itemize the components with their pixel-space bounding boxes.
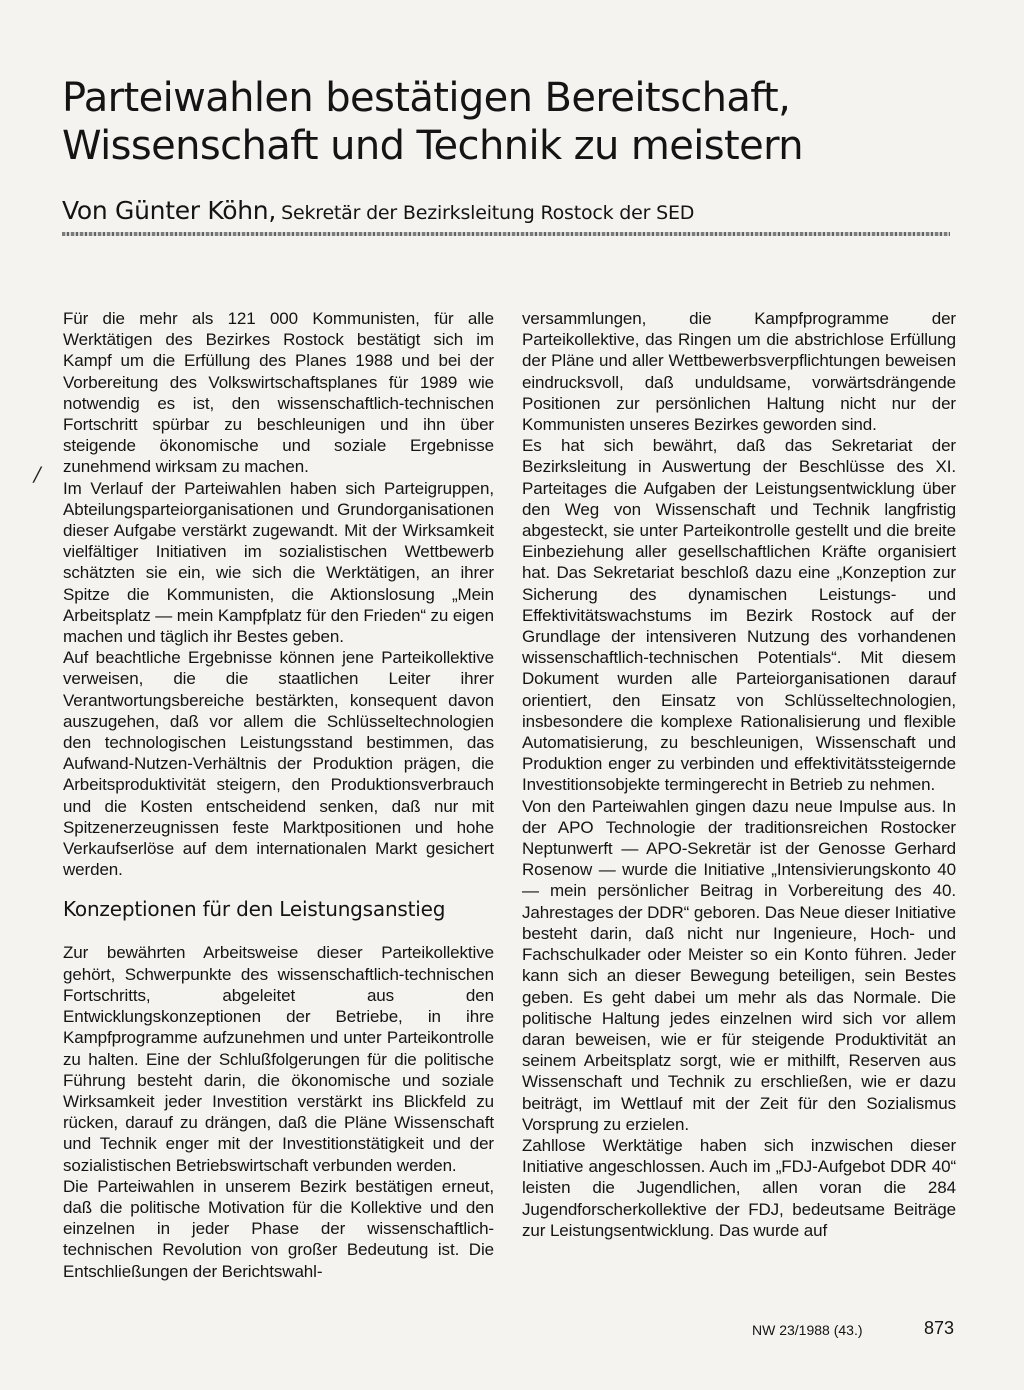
paragraph: Es hat sich bewährt, daß das Sekretariat der Bezirksleitung in Auswertung der Beschlüsse des XI. Parteitages die Aufgaben der Leistungsentwicklung über den Weg von Wissenschaft und Technik langfristig abgesteckt, sie unter Parteikontrolle gestellt und die breite Einbeziehung aller gesellschaftlichen Kräfte organisiert hat. Das Sekretariat beschloß dazu eine „Konzeption zur Sicherung des dynamischen Leistungs- und Effektivitätswachstums im Bezirk Rostock auf der Grundlage der intensiveren Nutzung des vorhandenen wissenschaftlich-technischen Potentials“. Mit diesem Dokument wurden alle Parteiorganisationen darauf orientiert, den Einsatz von Schlüsseltechnologien, insbesondere die komplexe Rationalisierung und flexible Automatisierung, zu beschleunigen, Wissenschaft und Produktion enger zu verbinden und effektivitätssteigernde Investitionsobjekte termingerecht in Betrieb zu nehmen. [522, 436, 956, 795]
title-divider [62, 232, 950, 236]
paragraph: Auf beachtliche Ergebnisse können jene Parteikollektive verweisen, die die staatlichen Leiter ihrer Verantwortungsbereiche bestärkten, konsequent davon auszugehen, daß vor allem die Schlüsseltechnologien den technologischen Leistungsstand bestimmen, das Aufwand-Nutzen-Verhältnis der Produktion prägen, die Arbeitsproduktivität steigern, den Produktionsverbrauch und die Kosten entscheidend senken, daß nur mit Spitzenerzeugnissen feste Marktpositionen und hohe Verkaufserlöse auf dem internationalen Markt gesichert werden. [63, 648, 494, 880]
section-subheading: Konzeptionen für den Leistungsanstieg [63, 897, 446, 922]
author-name: Von Günter Köhn, [62, 196, 276, 225]
author-role: Sekretär der Bezirksleitung Rostock der SED [281, 202, 695, 224]
right-column [522, 308, 956, 1241]
headline-line-2: Wissenschaft und Technik zu meistern [62, 123, 804, 169]
article-headline [62, 74, 962, 170]
page-number: 873 [924, 1318, 955, 1338]
paragraph: versammlungen, die Kampfprogramme der Parteikollektive, das Ringen um die abstrichlose Erfüllung der Pläne und aller Wettbewerbsverpflichtungen beweisen eindrucksvoll, daß unduldsame, vorwärtsdrängende Positionen zur persönlichen Haltung nicht nur der Kommunisten unseres Bezirkes geworden sind. [522, 309, 956, 435]
issue-reference: NW 23/1988 (43.) [752, 1322, 863, 1338]
left-column [63, 308, 494, 1282]
paragraph: Zur bewährten Arbeitsweise dieser Parteikollektive gehört, Schwerpunkte des wissenschaftlich-technischen Fortschritts, abgeleitet aus den Entwicklungskonzeptionen der Betriebe, in ihre Kampfprogramme aufzunehmen und unter Parteikontrolle zu halten. Eine der Schlußfolgerungen für die politische Führung besteht darin, die ökonomische und soziale Wirksamkeit jeder Investition verstärkt ins Blickfeld zu rücken, darauf zu drängen, daß die Pläne Wissenschaft und Technik enger mit der Investitionstätigkeit und der sozialistischen Betriebswirtschaft verbunden werden. [63, 943, 494, 1175]
paragraph: Im Verlauf der Parteiwahlen haben sich Parteigruppen, Abteilungsparteiorganisationen und Grundorganisationen dieser Aufgabe verstärkt zugewandt. Mit der Wirksamkeit vielfältiger Initiativen im sozialistischen Wettbewerb schätzten sie ein, wie sich die Werktätigen, an ihrer Spitze die Kommunisten, die Aktionslosung „Mein Arbeitsplatz — mein Kampfplatz für den Frieden“ zu eigen machen und täglich ihr Bestes geben. [63, 478, 494, 647]
headline-line-1: Parteiwahlen bestätigen Bereitschaft, [62, 75, 791, 121]
paragraph: Für die mehr als 121 000 Kommunisten, für alle Werktätigen des Bezirkes Rostock bestätigt sich im Kampf um die Erfüllung des Planes 1988 und bei der Vorbereitung des Volkswirtschaftsplanes für 1989 wie notwendig es ist, den wissenschaftlich-technischen Fortschritt spürbar zu beschleunigen und ihn über steigende ökonomische und soziale Ergebnisse zunehmend wirksam zu machen. [63, 309, 494, 477]
margin-pencil-mark: / [34, 462, 41, 486]
paragraph: Die Parteiwahlen in unserem Bezirk bestätigen erneut, daß die politische Motivation für die Kollektive und den einzelnen in jeder Phase der wissenschaftlich-technischen Revolution von großer Bedeutung ist. Die Entschließungen der Berichtswahl- [63, 1176, 494, 1281]
article-byline [62, 196, 694, 225]
paragraph: Zahllose Werktätige haben sich inzwischen dieser Initiative angeschlossen. Auch im „FDJ-Aufgebot DDR 40“ leisten die Jugendlichen, allen voran die 284 Jugendforscherkollektive der FDJ, bedeutsame Beiträge zur Leistungsentwicklung. Das wurde auf [522, 1135, 956, 1240]
paragraph: Von den Parteiwahlen gingen dazu neue Impulse aus. In der APO Technologie der traditionsreichen Rostocker Neptunwerft — APO-Sekretär ist der Genosse Gerhard Rosenow — wurde die Initiative „Intensivierungskonto 40 — mein persönlicher Beitrag in Vorbereitung des 40. Jahrestages der DDR“ geboren. Das Neue dieser Initiative besteht darin, daß nicht nur Ingenieure, Hoch- und Fachschulkader oder Meister so ein Konto führen. Jeder kann sich an dieser Bewegung beteiligen, sein Bestes geben. Es geht dabei um mehr als das Normale. Die politische Haltung jedes einzelnen wird sich vor allem daran beweisen, wie er für steigende Produktivität an seinem Arbeitsplatz sorgt, wie er mithilft, Reserven aus Wissenschaft und Technik zu erschließen, wie er dazu beiträgt, im Wettlauf mit der Zeit für den Sozialismus Vorsprung zu erzielen. [522, 796, 956, 1134]
